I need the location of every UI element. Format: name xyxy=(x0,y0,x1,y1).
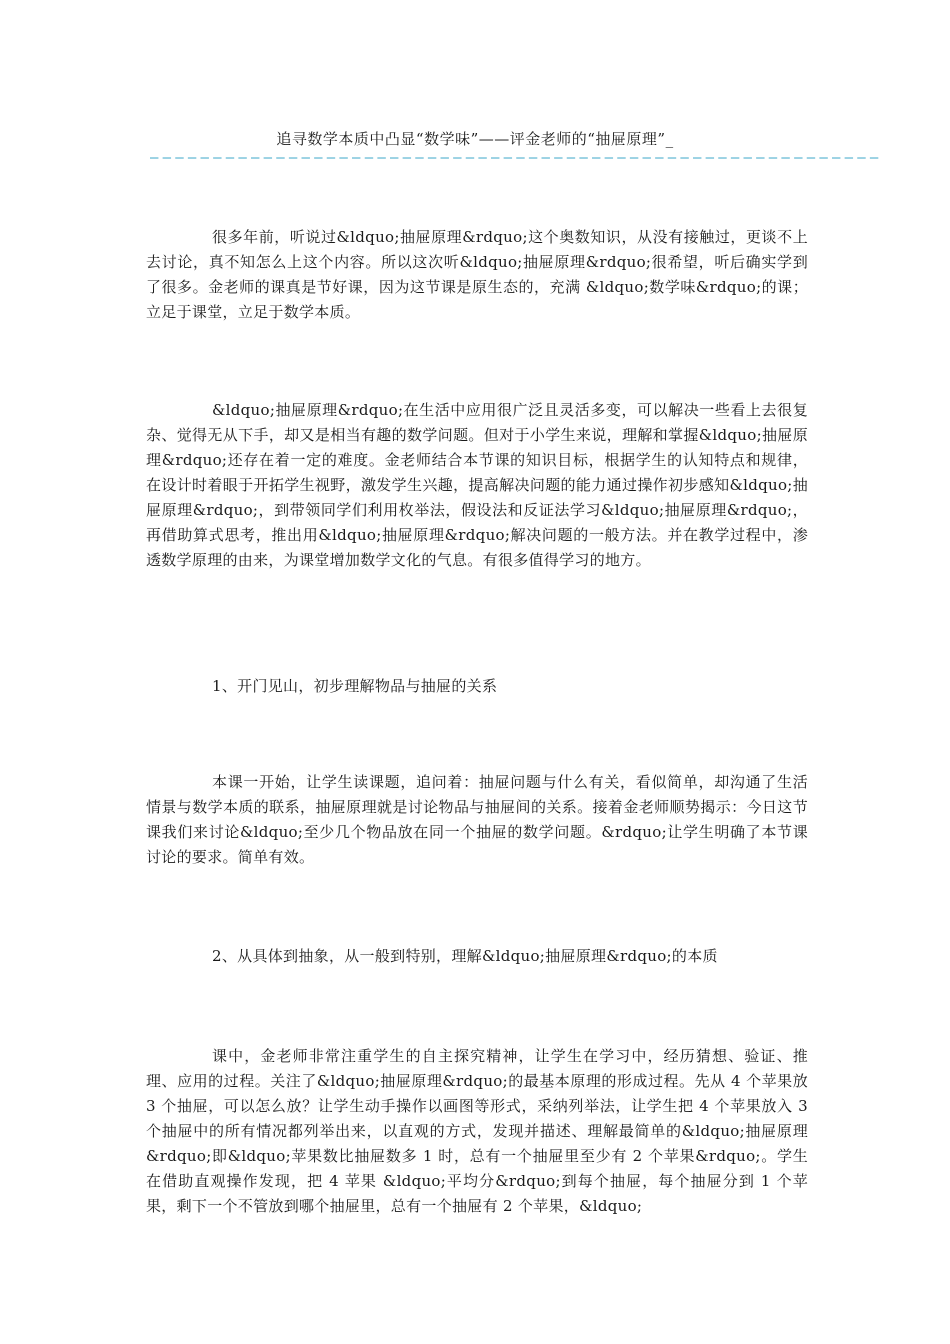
document-title: 追寻数学本质中凸显“数学味”——评金老师的“抽屉原理”_ xyxy=(276,130,674,148)
section-heading-1: 1、开门见山，初步理解物品与抽屉的关系 xyxy=(212,677,498,695)
section-heading-2: 2、从具体到抽象，从一般到特别，理解&ldquo;抽屉原理&rdquo;的本质 xyxy=(212,947,718,965)
paragraph-section-1: 本课一开始，让学生读课题，追问着：抽屉问题与什么有关，看似简单，却沟通了生活情景与数学本质的联系，抽屉原理就是讨论物品与抽屉间的关系。接着金老师顺势揭示：今日这节课我们来讨论&ldquo;至少几个物品放在同一个抽屉的数学问题。&rdquo;让学生明确了本节课讨论的要求。简单有效。 xyxy=(146,773,808,866)
paragraph-overview: &ldquo;抽屉原理&rdquo;在生活中应用很广泛且灵活多变，可以解决一些看上去很复杂、觉得无从下手，却又是相当有趣的数学问题。但对于小学生来说，理解和掌握&ldquo;抽屉原理&rdquo;还存在着一定的难度。金老师结合本节课的知识目标，根据学生的认知特点和规律，在设计时着眼于开拓学生视野，激发学生兴趣，提高解决问题的能力通过操作初步感知&ldquo;抽屉原理&rdquo;，到带领同学们利用枚举法，假设法和反证法学习&ldquo;抽屉原理&rdquo;，再借助算式思考，推出用&ldquo;抽屉原理&rdquo;解决问题的一般方法。并在教学过程中，渗透数学原理的由来，为课堂增加数学文化的气息。有很多值得学习的地方。 xyxy=(146,401,808,569)
paragraph-section-2: 课中，金老师非常注重学生的自主探究精神，让学生在学习中，经历猜想、验证、推理、应用的过程。关注了&ldquo;抽屉原理&rdquo;的最基本原理的形成过程。先从 4 个苹果放 3 个抽屉，可以怎么放？让学生动手操作以画图等形式，采纳列举法，让学生把 4 个苹果放入 3 个抽屉中的所有情况都列举出来，以直观的方式，发现并描述、理解最简单的&ldquo;抽屉原理&rdquo;即&ldquo;苹果数比抽屉数多 1 时，总有一个抽屉里至少有 2 个苹果&rdquo;。学生在借助直观操作发现，把 4 苹果 &ldquo;平均分&rdquo;到每个抽屉，每个抽屉分到 1 个苹果，剩下一个不管放到哪个抽屉里，总有一个抽屉有 2 个苹果，&ldquo; xyxy=(146,1047,808,1215)
paragraph-intro: 很多年前，听说过&ldquo;抽屉原理&rdquo;这个奥数知识，从没有接触过，更谈不上去讨论，真不知怎么上这个内容。所以这次听&ldquo;抽屉原理&rdquo;很希望，听后确实学到了很多。金老师的课真是节好课，因为这节课是原生态的，充满 &ldquo;数学味&rdquo;的课；立足于课堂，立足于数学本质。 xyxy=(146,228,808,321)
title-underline: —————————————————————————————————————————————————————————— xyxy=(150,150,883,166)
